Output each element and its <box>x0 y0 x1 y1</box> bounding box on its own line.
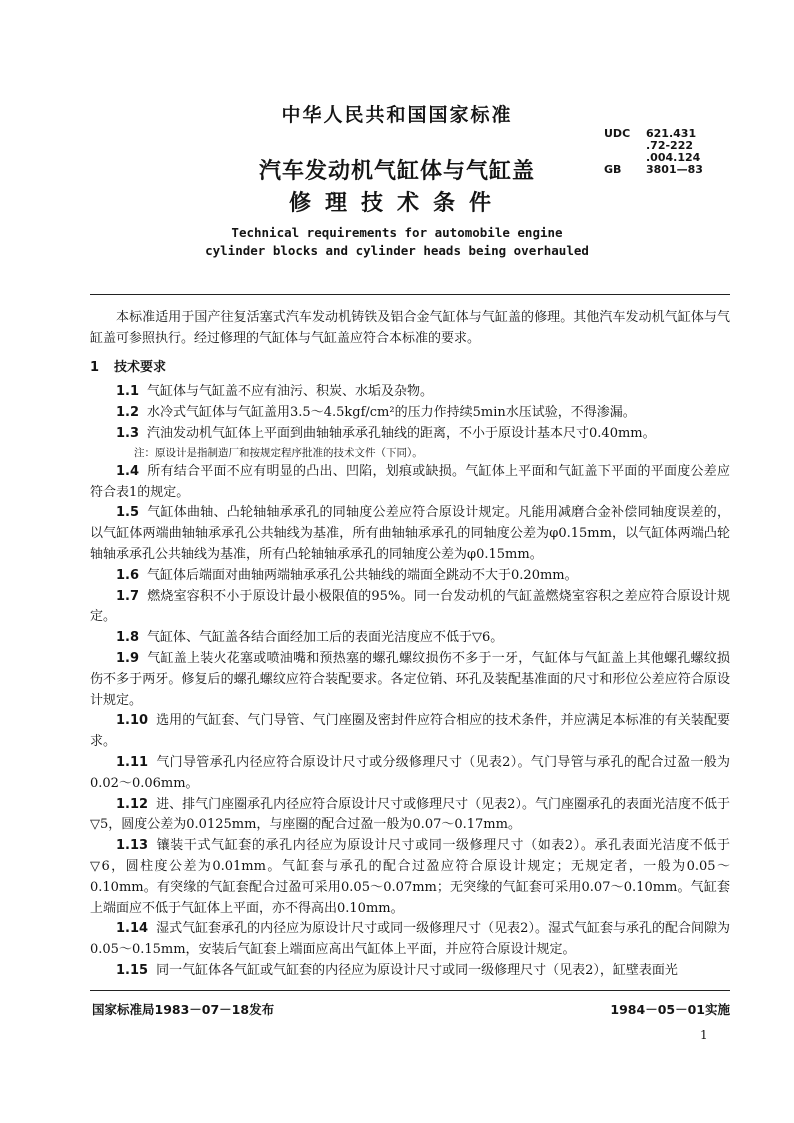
clause-1-9 <box>90 649 730 711</box>
clause-number: 1.12 <box>116 796 149 812</box>
clause-1-2 <box>90 403 730 424</box>
note-1-3: 注：原设计是指制造厂和按规定程序批准的技术文件（下同）。 <box>134 446 423 459</box>
clause-text: 所有结合平面不应有明显的凸出、凹陷，划痕或缺损。气缸体上平面和气缸盖下平面的平面度公差应符合表1的规定。 <box>90 463 730 500</box>
clause-number: 1.13 <box>116 838 149 854</box>
clause-text: 气缸体曲轴、凸轮轴轴承承孔的同轴度公差应符合原设计规定。凡能用减磨合金补偿同轴度误差的，以气缸体两端曲轴轴承承孔公共轴线为基准，所有曲轴轴承承孔的同轴度公差为φ0.15mm，以气缸体两端凸轮轴轴承承孔公共轴线为基准，所有凸轮轴轴承承孔的同轴度公差为φ0.15mm。 <box>90 505 730 562</box>
udc-line-2: .72-222 <box>646 139 694 152</box>
clause-text: 汽油发动机气缸体上平面到曲轴轴承承孔轴线的距离，不小于原设计基本尺寸0.40mm。 <box>147 425 656 441</box>
clause-1-1 <box>90 382 730 403</box>
clause-text: 气缸盖上装火花塞或喷油嘴和预热塞的螺孔螺纹损伤不多于一牙，气缸体与气缸盖上其他螺孔螺纹损伤不多于两牙。修复后的螺孔螺纹应符合装配要求。各定位销、环孔及装配基准面的尺寸和形位公差应符合原设计规定。 <box>90 650 730 708</box>
title-cn-line-1: 汽车发动机气缸体与气缸盖 <box>258 159 535 184</box>
clause-text: 进、排气门座圈承孔内径应符合原设计尺寸或修理尺寸（见表2）。气门座圈承孔的表面光洁度不低于▽5，圆度公差为0.0125mm，与座圈的配合过盈一般为0.07～0.17mm。 <box>90 796 730 833</box>
clause-number: 1.3 <box>116 425 140 441</box>
issue-date: 国家标准局1983－07－18发布 <box>92 1002 275 1017</box>
clause-number: 1.2 <box>116 405 140 421</box>
clause-number: 1.4 <box>116 463 140 479</box>
clause-1-14 <box>90 919 730 961</box>
clause-number: 1.5 <box>116 505 140 521</box>
clause-text: 气缸体与气缸盖不应有油污、积炭、水垢及杂物。 <box>147 384 434 400</box>
clause-text: 湿式气缸套承孔的内径应为原设计尺寸或同一级修理尺寸（见表2）。湿式气缸套与承孔的配合间隙为0.05～0.15mm，安装后气缸套上端面应高出气缸体上平面，并应符合原设计规定。 <box>90 921 730 958</box>
clause-number: 1.15 <box>116 962 149 978</box>
section-title: 技术要求 <box>114 359 167 375</box>
intro-paragraph: 本标准适用于国产往复活塞式汽车发动机铸铁及铝合金气缸体与气缸盖的修理。其他汽车发动机气缸体与气缸盖可参照执行。经过修理的气缸体与气缸盖应符合本标准的要求。 <box>90 310 730 346</box>
section-heading <box>90 358 730 379</box>
section-number: 1 <box>90 359 100 375</box>
effective-date: 1984－05－01实施 <box>610 1002 730 1017</box>
clause-text: 气缸体、气缸盖各结合面经加工后的表面光洁度应不低于▽6。 <box>147 630 504 646</box>
clause-1-8 <box>90 628 730 649</box>
clause-number: 1.10 <box>116 713 149 729</box>
gb-number: 3801—83 <box>646 163 703 176</box>
clause-1-5 <box>90 503 730 565</box>
title-en-line-2: cylinder blocks and cylinder heads being overhauled <box>205 243 589 258</box>
clause-text: 燃烧室容积不小于原设计最小极限值的95%。同一台发动机的气缸盖燃烧室容积之差应符合原设计规定。 <box>90 588 730 625</box>
clause-text: 气门导管承孔内径应符合原设计尺寸或分级修理尺寸（见表2）。气门导管与承孔的配合过盈一般为0.02～0.06mm。 <box>90 754 730 791</box>
bottom-divider <box>90 990 730 991</box>
udc-label: UDC <box>604 127 631 140</box>
clause-1-7 <box>90 587 730 629</box>
clause-number: 1.14 <box>116 921 149 937</box>
clause-number: 1.6 <box>116 567 140 583</box>
clause-number: 1.7 <box>116 588 140 604</box>
clause-1-4 <box>90 462 730 504</box>
clause-text: 同一气缸体各气缸或气缸套的内径应为原设计尺寸或同一级修理尺寸（见表2），缸壁表面光 <box>156 962 678 978</box>
title-en-line-1: Technical requirements for automobile engine <box>231 225 563 240</box>
clause-1-15 <box>90 961 730 982</box>
clause-number: 1.11 <box>116 754 149 770</box>
clause-1-6 <box>90 566 730 587</box>
clause-1-13 <box>90 836 730 919</box>
clause-number: 1.9 <box>116 650 140 666</box>
udc-line-1: 621.431 <box>646 127 697 140</box>
clause-number: 1.8 <box>116 630 140 646</box>
clause-1-12 <box>90 795 730 837</box>
page-number: 1 <box>700 1028 708 1042</box>
standard-title: 中华人民共和国国家标准 <box>281 104 513 126</box>
document-body <box>90 308 730 982</box>
clause-text: 气缸体后端面对曲轴两端轴承承孔公共轴线的端面全跳动不大于0.20mm。 <box>147 567 578 583</box>
title-cn-line-2: 修理技术条件 <box>288 191 505 216</box>
clause-text: 选用的气缸套、气门导管、气门座圈及密封件应符合相应的技术条件，并应满足本标准的有关装配要求。 <box>90 713 730 750</box>
clause-number: 1.1 <box>116 384 140 400</box>
clause-text: 水冷式气缸体与气缸盖用3.5～4.5kgf/cm²的压力作持续5min水压试验，不得渗漏。 <box>147 405 636 421</box>
gb-label: GB <box>604 163 622 176</box>
clause-text: 镶装干式气缸套的承孔内径应为原设计尺寸或同一级修理尺寸（如表2）。承孔表面光洁度不低于▽6，圆柱度公差为0.01mm。气缸套与承孔的配合过盈应符合原设计规定；无规定者，一般为0.05～0.10mm。有突缘的气缸套配合过盈可采用0.05～0.07mm；无突缘的气缸套可采用0.07～0.10mm。气缸套上端面应不低于气缸体上平面，亦不得高出0.10mm。 <box>90 838 730 916</box>
clause-1-3 <box>90 424 730 445</box>
top-divider <box>90 294 730 295</box>
clause-1-11 <box>90 753 730 795</box>
clause-1-10 <box>90 711 730 753</box>
udc-line-3: .004.124 <box>646 151 701 164</box>
